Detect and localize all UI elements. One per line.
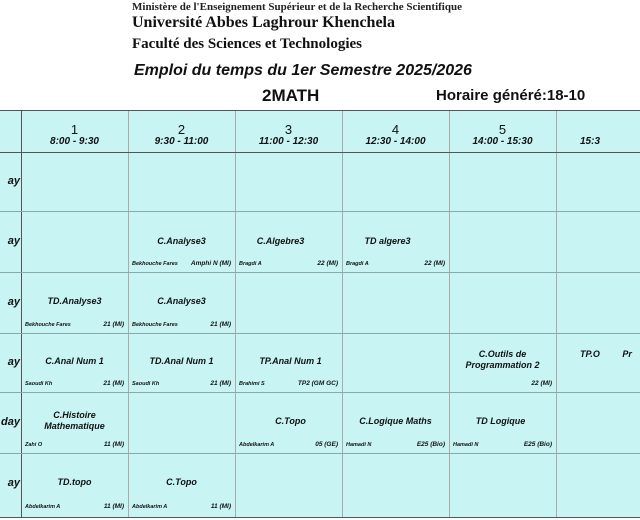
room-name: 21 (MI) [210, 321, 231, 328]
course-name: C.Algebre3 [256, 236, 305, 246]
course-name: TD.Analyse3 [47, 296, 102, 306]
session-cell[interactable] [128, 333, 235, 392]
session-cell[interactable] [235, 392, 342, 453]
course-name: C.Topo [275, 416, 306, 426]
day-label: ay [7, 356, 20, 368]
room-name: E25 (Bio) [523, 441, 552, 448]
room-name: 11 (MI) [210, 503, 231, 510]
slot-number: 1 [70, 122, 79, 137]
slot-number [556, 123, 600, 136]
room-name: 21 (MI) [103, 321, 124, 328]
teacher-name: Abdelkarim A [25, 504, 61, 510]
slot-number: 3 [284, 122, 293, 137]
course-name: C.Outils de Programmation 2 [465, 349, 540, 370]
column-header [556, 111, 600, 152]
column-header [342, 111, 449, 152]
room-name: 22 (MI) [424, 260, 445, 267]
university-name: Université Abbes Laghrour Khenchela [132, 14, 395, 31]
course-name: C.Analyse3 [157, 296, 206, 306]
course-name: TP.O Pr [580, 349, 632, 359]
group-name: 2MATH [262, 86, 320, 105]
session-cell[interactable] [342, 392, 449, 453]
room-name: 22 (MI) [531, 380, 552, 387]
room-name: TP2 (GM GC) [297, 380, 338, 387]
course-name: C.Histoire Mathematique [44, 410, 105, 431]
teacher-name: Zahi O [25, 442, 43, 448]
teacher-name: Bekhouche Fares [25, 322, 71, 328]
day-label: ay [7, 175, 20, 187]
session-cell[interactable] [21, 272, 128, 333]
room-name: E25 (Bio) [416, 441, 445, 448]
session-cell[interactable] [235, 333, 342, 392]
column-header [235, 111, 342, 152]
room-name: 11 (MI) [103, 503, 124, 510]
session-cell[interactable] [21, 333, 128, 392]
session-cell[interactable] [21, 392, 128, 453]
slot-number: 5 [498, 122, 507, 137]
teacher-name: Bekhouche Fares [132, 322, 178, 328]
slot-number: 2 [177, 122, 186, 137]
slot-time: 9:30 - 11:00 [154, 136, 209, 147]
teacher-name: Hamadi N [453, 442, 479, 448]
slot-time: 14:00 - 15:30 [472, 136, 533, 147]
course-name: C.Logique Maths [359, 416, 432, 426]
room-name: 21 (MI) [210, 380, 231, 387]
column-header [128, 111, 235, 152]
session-cell[interactable] [128, 211, 235, 272]
session-cell[interactable] [128, 272, 235, 333]
session-cell[interactable] [235, 211, 342, 272]
session-cell[interactable] [21, 453, 128, 519]
session-cell[interactable] [556, 333, 632, 392]
teacher-name: Saoudi Kh [25, 381, 53, 387]
course-name: C.Analyse3 [157, 236, 206, 246]
slot-time: 8:00 - 9:30 [50, 136, 99, 147]
teacher-name: Bragdi A [239, 261, 262, 267]
generated-time: Horaire généré:18-10 [436, 87, 586, 104]
column-header [449, 111, 556, 152]
teacher-name: Brahimi S [239, 381, 265, 387]
teacher-name: Hamadi N [346, 442, 372, 448]
timetable-grid [0, 110, 640, 518]
course-name: C.Anal Num 1 [45, 356, 104, 366]
teacher-name: Abdelkarim A [132, 504, 168, 510]
day-label: ay [7, 235, 20, 247]
slot-time: 15:3 [580, 136, 601, 147]
room-name: Amphi N (MI) [190, 260, 231, 267]
teacher-name: Bekhouche Fares [132, 261, 178, 267]
teacher-name: Abdelkarim A [239, 442, 275, 448]
course-name: TD Logique [475, 416, 526, 426]
teacher-name: Bragdi A [346, 261, 369, 267]
course-name: TD algere3 [364, 236, 411, 246]
day-label: ay [7, 477, 20, 489]
session-cell[interactable] [449, 333, 556, 392]
course-name: TP.Anal Num 1 [259, 356, 322, 366]
room-name: 21 (MI) [103, 380, 124, 387]
session-cell[interactable] [449, 392, 556, 453]
room-name: 05 (GE) [315, 441, 338, 448]
institution-header [128, 0, 468, 60]
day-label: ay [7, 296, 20, 308]
room-name: 11 (MI) [103, 441, 124, 448]
day-label: day [1, 416, 20, 428]
course-name: C.Topo [166, 477, 197, 487]
session-cell[interactable] [342, 211, 449, 272]
course-name: TD.topo [57, 477, 92, 487]
slot-time: 12:30 - 14:00 [365, 136, 426, 147]
slot-number: 4 [391, 122, 400, 137]
room-name: 22 (MI) [317, 260, 338, 267]
teacher-name: Saoudi Kh [132, 381, 160, 387]
ministry-name: Ministère de l'Enseignement Supérieur et de la Recherche Scientifique [132, 1, 462, 13]
timetable-title: Emploi du temps du 1er Semestre 2025/2026 [134, 62, 472, 79]
course-name: TD.Anal Num 1 [149, 356, 214, 366]
column-header [21, 111, 128, 152]
session-cell[interactable] [128, 453, 235, 519]
faculty-name: Faculté des Sciences et Technologies [132, 36, 362, 52]
slot-time: 11:00 - 12:30 [258, 136, 319, 147]
